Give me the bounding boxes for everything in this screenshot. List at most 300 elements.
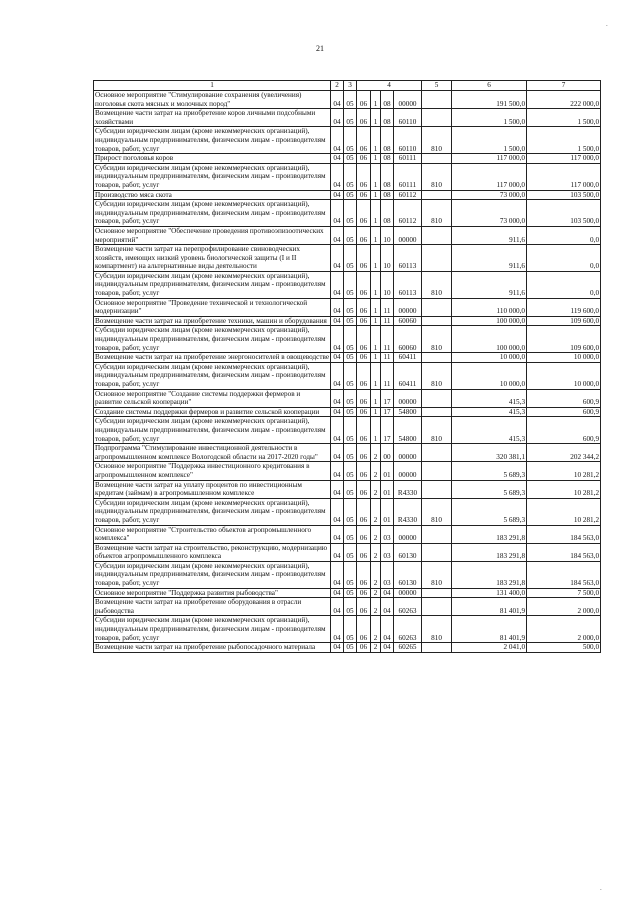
code-program: 06 [357,326,371,353]
corner-mark-bottom: . [600,884,602,892]
row-expense-type [422,190,452,200]
header-col-2: 2 [331,81,344,91]
code-gr-1: 04 [331,271,344,298]
row-amount-col6: 183 291,8 [452,525,527,543]
code-event: 11 [381,362,394,389]
row-amount-col7: 0,0 [527,271,601,298]
row-amount-col7: 10 281,2 [527,480,601,498]
code-subprogram: 2 [371,498,381,525]
row-name: Возмещение части затрат на приобретение техники, машин и оборудования [94,316,331,326]
code-subprogram: 1 [371,326,381,353]
table-body [94,91,601,653]
row-expense-type [422,298,452,316]
row-expense-type [422,353,452,363]
row-name: Подпрограмма "Стимулирование инвестиционной деятельности в агропромышленном комплексе Вологодской области на 2017-2020 годы" [94,444,331,462]
row-expense-type [422,91,452,109]
row-name: Возмещение части затрат на строительство, реконструкцию, модернизацию объектов агропромышленного комплекса [94,543,331,561]
code-gr-2: 05 [344,109,357,127]
page-number: 21 [316,44,324,53]
table-row [94,163,601,190]
code-gr-2: 05 [344,154,357,164]
code-program: 06 [357,353,371,363]
code-program: 06 [357,462,371,480]
code-gr-2: 05 [344,91,357,109]
code-direction: R4330 [394,480,422,498]
table-row [94,91,601,109]
code-program: 06 [357,190,371,200]
row-name: Основное мероприятие "Создание системы поддержки фермеров и развитие сельской кооперации" [94,389,331,407]
code-gr-1: 04 [331,588,344,598]
code-program: 06 [357,444,371,462]
code-subprogram: 1 [371,127,381,154]
row-amount-col6: 110 000,0 [452,298,527,316]
code-direction: 60110 [394,109,422,127]
code-subprogram: 2 [371,598,381,616]
code-gr-1: 04 [331,163,344,190]
code-gr-2: 05 [344,326,357,353]
row-name: Возмещение части затрат на уплату процентов по инвестиционным кредитам (займам) в агропромышленном комплексе [94,480,331,498]
table-row [94,543,601,561]
table-row [94,389,601,407]
row-amount-col6: 191 500,0 [452,91,527,109]
row-expense-type: 810 [422,271,452,298]
row-amount-col7: 10 000,0 [527,353,601,363]
row-expense-type [422,480,452,498]
code-direction: R4330 [394,498,422,525]
code-subprogram: 1 [371,226,381,244]
row-amount-col6: 81 401,9 [452,616,527,643]
row-amount-col7: 1 500,0 [527,127,601,154]
row-name: Основное мероприятие "Строительство объектов агропромышленного комплекса" [94,525,331,543]
table-row [94,525,601,543]
row-amount-col7: 103 500,0 [527,200,601,227]
row-amount-col6: 81 401,9 [452,598,527,616]
code-subprogram: 2 [371,561,381,588]
code-gr-1: 04 [331,616,344,643]
table-row [94,326,601,353]
code-subprogram: 2 [371,525,381,543]
code-subprogram: 1 [371,362,381,389]
table-row [94,643,601,653]
table-row [94,616,601,643]
row-amount-col6: 415,3 [452,389,527,407]
row-expense-type: 810 [422,362,452,389]
code-subprogram: 1 [371,91,381,109]
table-row [94,353,601,363]
code-direction: 60263 [394,598,422,616]
code-program: 06 [357,298,371,316]
code-gr-1: 04 [331,109,344,127]
code-gr-2: 05 [344,200,357,227]
code-event: 08 [381,200,394,227]
code-subprogram: 1 [371,109,381,127]
row-amount-col7: 0,0 [527,245,601,272]
code-event: 17 [381,407,394,417]
code-program: 06 [357,498,371,525]
row-expense-type: 810 [422,163,452,190]
row-expense-type [422,598,452,616]
code-gr-2: 05 [344,389,357,407]
header-col-4: 4 [357,81,422,91]
code-gr-1: 04 [331,561,344,588]
code-program: 06 [357,362,371,389]
code-event: 08 [381,127,394,154]
row-expense-type [422,543,452,561]
table-row [94,480,601,498]
code-event: 17 [381,417,394,444]
row-name: Возмещение части затрат на приобретение оборудования в отрасли рыбоводства [94,598,331,616]
code-direction: 60411 [394,353,422,363]
code-direction: 00000 [394,444,422,462]
row-amount-col7: 222 000,0 [527,91,601,109]
row-name: Производство мяса скота [94,190,331,200]
row-amount-col6: 2 041,0 [452,643,527,653]
code-event: 10 [381,271,394,298]
row-amount-col6: 100 000,0 [452,316,527,326]
table-row [94,298,601,316]
row-name: Субсидии юридическим лицам (кроме некоммерческих организаций), индивидуальным предпринимателям, физическим лицам - производителям товаров, работ, услуг [94,271,331,298]
code-gr-1: 04 [331,200,344,227]
code-program: 06 [357,109,371,127]
code-subprogram: 1 [371,154,381,164]
table-row [94,109,601,127]
row-expense-type: 810 [422,498,452,525]
code-direction: 00000 [394,389,422,407]
code-program: 06 [357,480,371,498]
code-event: 11 [381,326,394,353]
code-event: 04 [381,643,394,653]
code-subprogram: 1 [371,316,381,326]
row-amount-col6: 73 000,0 [452,190,527,200]
code-event: 10 [381,226,394,244]
code-subprogram: 2 [371,643,381,653]
row-amount-col7: 0,0 [527,226,601,244]
row-amount-col6: 911,6 [452,245,527,272]
row-expense-type [422,444,452,462]
row-amount-col6: 10 000,0 [452,362,527,389]
code-gr-1: 04 [331,543,344,561]
code-event: 08 [381,91,394,109]
code-program: 06 [357,91,371,109]
code-subprogram: 2 [371,588,381,598]
row-amount-col6: 5 689,3 [452,498,527,525]
table-row [94,154,601,164]
code-gr-1: 04 [331,462,344,480]
code-event: 08 [381,190,394,200]
code-gr-2: 05 [344,462,357,480]
code-gr-2: 05 [344,498,357,525]
code-program: 06 [357,154,371,164]
row-amount-col7: 600,9 [527,389,601,407]
code-gr-2: 05 [344,480,357,498]
code-program: 06 [357,417,371,444]
code-event: 17 [381,389,394,407]
code-gr-2: 05 [344,316,357,326]
table-row [94,271,601,298]
row-name: Основное мероприятие "Поддержка развития рыбоводства" [94,588,331,598]
row-name: Возмещение части затрат на приобретение коров личными подсобными хозяйствами [94,109,331,127]
code-event: 04 [381,616,394,643]
code-direction: 00000 [394,588,422,598]
code-gr-2: 05 [344,525,357,543]
row-name: Основное мероприятие "Поддержка инвестиционного кредитования в агропромышленном комплексе" [94,462,331,480]
header-col-3: 3 [344,81,357,91]
code-direction: 60411 [394,362,422,389]
row-name: Возмещение части затрат на приобретение энергоносителей в овощеводстве [95,353,330,362]
row-amount-col7: 500,0 [527,643,601,653]
code-direction: 54800 [394,417,422,444]
code-subprogram: 1 [371,353,381,363]
code-event: 03 [381,525,394,543]
code-gr-2: 05 [344,362,357,389]
code-program: 06 [357,200,371,227]
row-amount-col7: 10 281,2 [527,462,601,480]
code-subprogram: 2 [371,543,381,561]
row-name: Основное мероприятие "Обеспечение проведения противоэпизоотических мероприятий" [94,226,331,244]
code-direction: 60110 [394,127,422,154]
table-row [94,444,601,462]
code-direction: 00000 [394,462,422,480]
table-row [94,362,601,389]
code-gr-2: 05 [344,271,357,298]
code-gr-2: 05 [344,543,357,561]
row-name: Прирост поголовья коров [94,154,331,164]
row-name: Субсидии юридическим лицам (кроме некоммерческих организаций), индивидуальным предпринимателям, физическим лицам - производителям товаров, работ, услуг [94,362,331,389]
row-name: Возмещение части затрат на перепрофилирование свиноводческих хозяйств, имеющих низкий уровень биологической защиты (I и II компартмент) на альтернативные виды деятельности [94,245,331,272]
row-name: Основное мероприятие "Стимулирование сохранения (увеличения) поголовья скота мясных и молочных пород" [94,91,331,109]
corner-mark-top: . [606,20,608,28]
code-subprogram: 1 [371,200,381,227]
row-amount-col7: 109 600,0 [527,316,601,326]
row-amount-col7: 109 600,0 [527,326,601,353]
code-direction: 00000 [394,226,422,244]
code-program: 06 [357,271,371,298]
row-amount-col7: 2 000,0 [527,616,601,643]
code-gr-2: 05 [344,245,357,272]
code-gr-1: 04 [331,407,344,417]
code-gr-1: 04 [331,444,344,462]
code-gr-1: 04 [331,417,344,444]
table-row [94,588,601,598]
code-gr-2: 05 [344,407,357,417]
row-amount-col6: 415,3 [452,407,527,417]
header-col-1: 1 [94,81,331,91]
code-program: 06 [357,127,371,154]
row-amount-col6: 5 689,3 [452,462,527,480]
code-event: 11 [381,298,394,316]
code-event: 03 [381,543,394,561]
row-amount-col7: 202 344,2 [527,444,601,462]
code-program: 06 [357,163,371,190]
code-gr-1: 04 [331,480,344,498]
code-gr-1: 04 [331,154,344,164]
row-name: Создание системы поддержки фермеров и развитие сельской кооперации [94,407,331,417]
code-program: 06 [357,561,371,588]
code-program: 06 [357,525,371,543]
row-expense-type [422,643,452,653]
code-gr-2: 05 [344,444,357,462]
code-gr-1: 04 [331,498,344,525]
code-event: 04 [381,588,394,598]
table-row [94,316,601,326]
code-gr-2: 05 [344,298,357,316]
code-gr-2: 05 [344,598,357,616]
row-amount-col7: 2 000,0 [527,598,601,616]
row-amount-col7: 117 000,0 [527,154,601,164]
row-amount-col6: 320 381,1 [452,444,527,462]
code-gr-2: 05 [344,588,357,598]
row-name: Возмещение части затрат на приобретение рыбопосадочного материала [94,643,331,653]
row-expense-type [422,316,452,326]
code-gr-1: 04 [331,298,344,316]
row-name: Субсидии юридическим лицам (кроме некоммерческих организаций), индивидуальным предпринимателям, физическим лицам - производителям товаров, работ, услуг [94,498,331,525]
row-name: Субсидии юридическим лицам (кроме некоммерческих организаций), индивидуальным предпринимателям, физическим лицам - производителям товаров, работ, услуг [94,200,331,227]
code-gr-2: 05 [344,226,357,244]
code-direction: 60060 [394,326,422,353]
code-event: 00 [381,444,394,462]
row-amount-col6: 73 000,0 [452,200,527,227]
code-direction: 60130 [394,543,422,561]
row-amount-col6: 131 400,0 [452,588,527,598]
code-program: 06 [357,543,371,561]
code-event: 11 [381,316,394,326]
row-expense-type: 810 [422,616,452,643]
row-name: Субсидии юридическим лицам (кроме некоммерческих организаций), индивидуальным предпринимателям, физическим лицам - производителям товаров, работ, услуг [94,127,331,154]
code-event: 03 [381,561,394,588]
row-amount-col7: 117 000,0 [527,163,601,190]
table-row [94,462,601,480]
row-name: Субсидии юридическим лицам (кроме некоммерческих организаций), индивидуальным предпринимателям, физическим лицам - производителям товаров, работ, услуг [94,561,331,588]
code-program: 06 [357,407,371,417]
row-expense-type [422,588,452,598]
row-amount-col6: 911,6 [452,226,527,244]
row-amount-col6: 10 000,0 [452,353,527,363]
code-direction: 60113 [394,245,422,272]
row-expense-type: 810 [422,326,452,353]
code-direction: 00000 [394,298,422,316]
code-gr-2: 05 [344,417,357,444]
code-direction: 60263 [394,616,422,643]
code-gr-1: 04 [331,598,344,616]
code-event: 08 [381,163,394,190]
row-amount-col6: 183 291,8 [452,561,527,588]
row-expense-type: 810 [422,127,452,154]
row-amount-col6: 117 000,0 [452,163,527,190]
code-direction: 60060 [394,316,422,326]
code-program: 06 [357,588,371,598]
code-gr-1: 04 [331,190,344,200]
row-amount-col7: 10 000,0 [527,362,601,389]
table-row [94,498,601,525]
row-name: Субсидии юридическим лицам (кроме некоммерческих организаций), индивидуальным предпринимателям, физическим лицам - производителям товаров, работ, услуг [94,163,331,190]
code-gr-1: 04 [331,226,344,244]
code-direction: 60265 [394,643,422,653]
code-gr-2: 05 [344,643,357,653]
code-event: 01 [381,480,394,498]
code-direction: 60111 [394,163,422,190]
table-header-row [94,81,601,91]
table-row [94,226,601,244]
code-gr-1: 04 [331,389,344,407]
header-col-5: 5 [422,81,452,91]
code-direction: 54800 [394,407,422,417]
header-col-7: 7 [527,81,601,91]
code-direction: 60130 [394,561,422,588]
row-amount-col7: 103 500,0 [527,190,601,200]
code-subprogram: 2 [371,480,381,498]
row-amount-col7: 1 500,0 [527,109,601,127]
code-gr-1: 04 [331,362,344,389]
code-direction: 60113 [394,271,422,298]
code-event: 08 [381,109,394,127]
row-name: Субсидии юридическим лицам (кроме некоммерческих организаций), индивидуальным предпринимателям, физическим лицам - производителям товаров, работ, услуг [94,326,331,353]
code-subprogram: 1 [371,190,381,200]
code-subprogram: 1 [371,271,381,298]
code-gr-1: 04 [331,316,344,326]
code-subprogram: 1 [371,245,381,272]
code-event: 10 [381,245,394,272]
code-subprogram: 1 [371,407,381,417]
code-subprogram: 1 [371,389,381,407]
header-col-6: 6 [452,81,527,91]
table-row [94,190,601,200]
code-program: 06 [357,226,371,244]
row-amount-col7: 184 563,0 [527,561,601,588]
table-row [94,407,601,417]
code-event: 08 [381,154,394,164]
code-event: 11 [381,353,394,363]
row-expense-type [422,245,452,272]
code-gr-1: 04 [331,353,344,363]
row-expense-type [422,154,452,164]
row-amount-col7: 119 600,0 [527,298,601,316]
table-row [94,200,601,227]
code-program: 06 [357,245,371,272]
code-event: 01 [381,498,394,525]
row-amount-col6: 100 000,0 [452,326,527,353]
budget-table [93,80,601,653]
code-program: 06 [357,389,371,407]
code-program: 06 [357,616,371,643]
row-name: Субсидии юридическим лицам (кроме некоммерческих организаций), индивидуальным предпринимателям, физическим лицам - производителям товаров, работ, услуг [94,616,331,643]
row-expense-type: 810 [422,200,452,227]
row-name: Субсидии юридическим лицам (кроме некоммерческих организаций), индивидуальным предпринимателям, физическим лицам - производителям товаров, работ, услуг [94,417,331,444]
row-amount-col7: 7 500,0 [527,588,601,598]
code-gr-1: 04 [331,326,344,353]
row-amount-col7: 184 563,0 [527,525,601,543]
row-amount-col7: 10 281,2 [527,498,601,525]
code-gr-1: 04 [331,91,344,109]
code-subprogram: 1 [371,417,381,444]
row-amount-col6: 5 689,3 [452,480,527,498]
row-expense-type [422,525,452,543]
code-event: 04 [381,598,394,616]
code-subprogram: 2 [371,462,381,480]
row-amount-col6: 117 000,0 [452,154,527,164]
row-expense-type [422,226,452,244]
row-amount-col6: 415,3 [452,417,527,444]
code-subprogram: 1 [371,163,381,190]
row-amount-col6: 1 500,0 [452,127,527,154]
row-expense-type: 810 [422,561,452,588]
code-program: 06 [357,643,371,653]
code-subprogram: 2 [371,616,381,643]
row-name: Основное мероприятие "Проведение технической и технологической модернизации" [94,298,331,316]
code-direction: 00000 [394,525,422,543]
code-direction: 60112 [394,190,422,200]
row-amount-col6: 1 500,0 [452,109,527,127]
row-expense-type [422,389,452,407]
